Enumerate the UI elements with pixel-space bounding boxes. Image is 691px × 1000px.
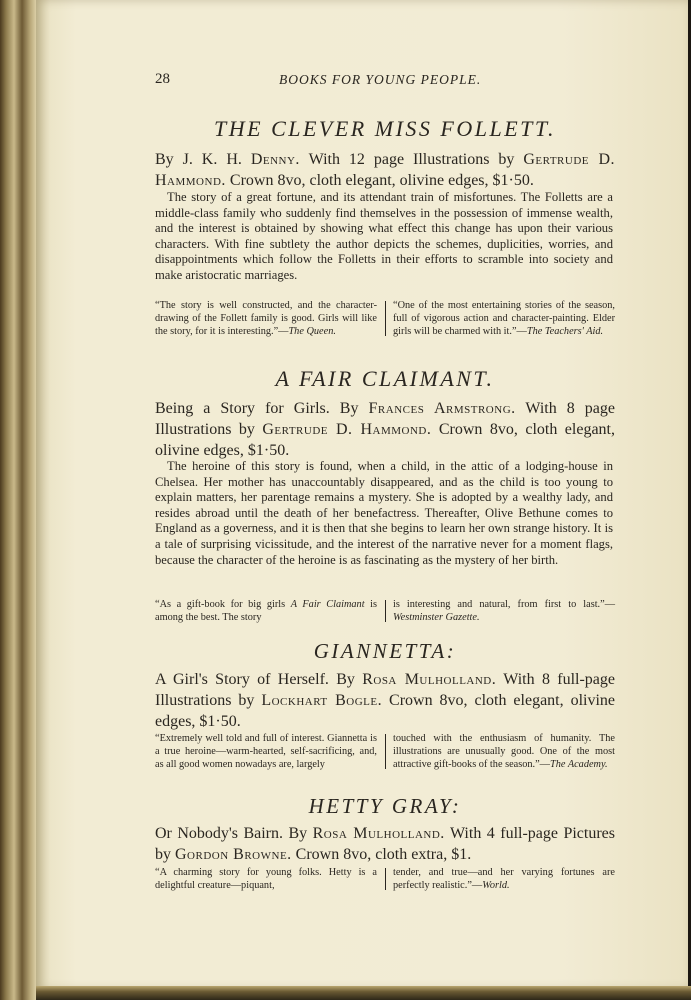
review-columns: [155, 866, 615, 892]
review-source: The Teachers' Aid.: [526, 326, 604, 337]
entry-title: THE CLEVER MISS FOLLETT.: [214, 116, 556, 141]
illustrator-name: Gertrude D. Hammond.: [155, 151, 615, 189]
entry-title: A FAIR CLAIMANT.: [275, 366, 495, 391]
illustrator-name: Gordon Browne.: [175, 846, 292, 863]
review-source: The Queen.: [288, 326, 336, 337]
entry-byline: A Girl's Story of Herself. By Rosa Mulholland. With 8 full-page Illustrations by Lockhart Bogle. Crown 8vo, cloth elegant, olivine edges, $1·50.: [155, 671, 616, 730]
review-quote: touched with the enthusiasm of humanity. The illustrations are unusually good. One of the most attractive gift-books of the season.”—The Academy.: [393, 733, 615, 770]
running-head: BOOKS FOR YOUNG PEOPLE.: [279, 72, 482, 87]
review-title-italic: A Fair Claimant: [290, 599, 365, 610]
page-number: 28: [155, 71, 170, 87]
column-divider: [385, 301, 386, 336]
review-quote: is interesting and natural, from first to last.”—Westminster Gazette.: [393, 599, 615, 623]
review-source: World.: [482, 880, 510, 891]
page-header: [155, 71, 615, 91]
review-columns: [155, 299, 615, 338]
review-quote: “Extremely well told and full of interest. Giannetta is a true heroine—warm-hearted, self-sacrificing, and, as all good women nowadays are, largely: [155, 733, 377, 770]
author-name: Rosa Mulholland.: [312, 825, 445, 842]
review-quote: “The story is well constructed, and the character-drawing of the Follett family is good. Girls will like the story, for it is interesting.”—The Queen.: [155, 300, 377, 337]
review-quote: “As a gift-book for big girls A Fair Claimant is among the best. The story: [155, 599, 378, 623]
review-source: The Academy.: [549, 759, 608, 770]
column-divider: [385, 734, 386, 769]
review-columns: [155, 598, 615, 624]
column-divider: [385, 600, 386, 622]
author-name: Denny.: [250, 151, 300, 168]
column-divider: [385, 868, 386, 890]
entry-byline: Or Nobody's Bairn. By Rosa Mulholland. With 4 full-page Pictures by Gordon Browne. Crown 8vo, cloth extra, $1.: [155, 825, 615, 863]
author-name: Rosa Mulholland.: [362, 671, 497, 688]
entry-byline: By J. K. H. Denny. With 12 page Illustrations by Gertrude D. Hammond. Crown 8vo, cloth elegant, olivine edges, $1·50.: [155, 151, 615, 189]
review-quote: “One of the most entertaining stories of the season, full of vigorous action and character-painting. Elder girls will be charmed with it.”—The Teachers' Aid.: [393, 300, 615, 337]
page-stack-edge: [36, 986, 691, 1000]
entry-description: The story of a great fortune, and its attendant train of misfortunes. The Folletts are a middle-class family who suddenly find themselves in the possession of immense wealth, and the interest is obtained by showing what effect this change has upon their various characters. With fine subtlety the author depicts the schemes, duplicities, worries, and disappointments which follow the Folletts in their efforts to scramble into society and make aristocratic marriages.: [155, 190, 613, 282]
entry-title: GIANNETTA:: [313, 639, 457, 663]
illustrator-name: Lockhart Bogle.: [261, 692, 383, 709]
review-quote: “A charming story for young folks. Hetty is a delightful creature—piquant,: [155, 867, 377, 891]
entry-description: The heroine of this story is found, when a child, in the attic of a lodging-house in Chelsea. Her mother has unaccountably disappeared, and as the child is too young to explain matters, her parentage remains a mystery. She is adopted by a wealthy lady, and resides abroad until the death of her benefactress. Thereafter, Olive Bethune comes to England as a governess, and it is then that she begins to learn her own strange history. It is a tale of surprising vicissitude, and the interest of the narrative never for a moment flags, because the character of the heroine is as fascinating as the mystery of her birth.: [155, 459, 613, 567]
review-source: Westminster Gazette.: [393, 612, 480, 623]
review-quote: tender, and true—and her varying fortunes are perfectly realistic.”—World.: [393, 867, 615, 891]
author-name: Frances Armstrong.: [368, 400, 516, 417]
illustrator-name: Gertrude D. Hammond.: [262, 421, 432, 438]
review-columns: [155, 732, 615, 771]
entry-title: HETTY GRAY:: [308, 794, 462, 818]
entry-byline: Being a Story for Girls. By Frances Armstrong. With 8 page Illustrations by Gertrude D. Hammond. Crown 8vo, cloth elegant, olivine edges, $1·50.: [155, 400, 615, 459]
